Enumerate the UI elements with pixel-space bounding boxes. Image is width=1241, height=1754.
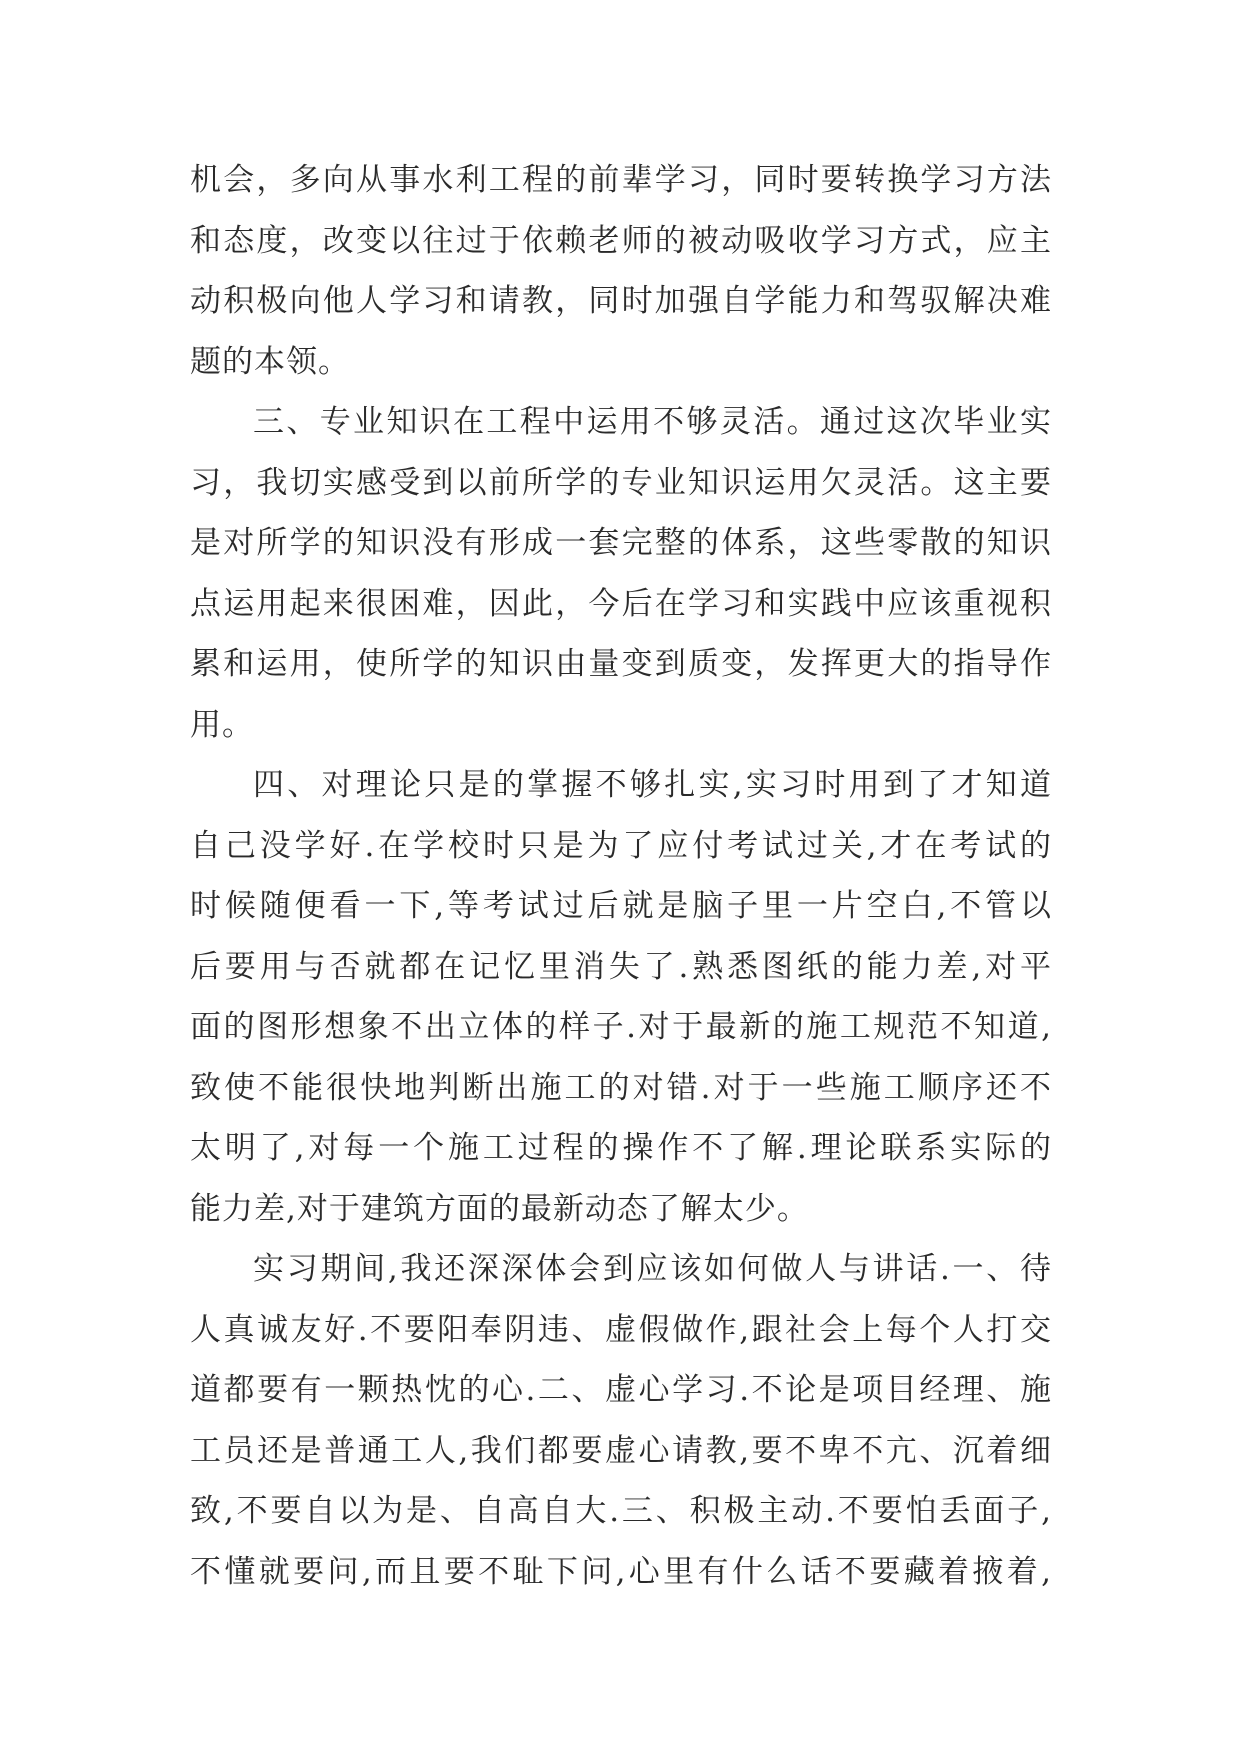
text-line: 道都要有一颗热忱的心.二、虚心学习.不论是项目经理、施	[190, 1372, 1052, 1408]
text-line: 自己没学好.在学校时只是为了应付考试过关,才在考试的	[190, 827, 1052, 864]
text-line: 习，我切实感受到以前所学的专业知识运用欠灵活。这主要	[190, 464, 1052, 501]
text-line: 能力差,对于建筑方面的最新动态了解太少。	[190, 1190, 809, 1227]
text-line: 机会，多向从事水利工程的前辈学习，同时要转换学习方法	[190, 162, 1052, 198]
text-line: 工员还是普通工人,我们都要虚心请教,要不卑不亢、沉着细	[190, 1432, 1052, 1469]
text-line: 人真诚友好.不要阳奉阴违、虚假做作,跟社会上每个人打交	[190, 1311, 1052, 1348]
text-line: 和态度，改变以往过于依赖老师的被动吸收学习方式，应主	[190, 222, 1052, 259]
text-line: 致使不能很快地判断出施工的对错.对于一些施工顺序还不	[190, 1069, 1052, 1106]
body-text	[190, 150, 1052, 1602]
text-line: 后要用与否就都在记忆里消失了.熟悉图纸的能力差,对平	[190, 948, 1052, 985]
text-line: 动积极向他人学习和请教，同时加强自学能力和驾驭解决难	[190, 283, 1052, 319]
text-line: 致,不要自以为是、自高自大.三、积极主动.不要怕丢面子,	[190, 1493, 1052, 1529]
text-line: 太明了,对每一个施工过程的操作不了解.理论联系实际的	[190, 1130, 1052, 1166]
text-line: 点运用起来很困难，因此，今后在学习和实践中应该重视积	[190, 585, 1052, 622]
text-line: 是对所学的知识没有形成一套完整的体系，这些零散的知识	[190, 525, 1052, 561]
paragraph-internship-start: 实习期间,我还深深体会到应该如何做人与讲话.一、待	[253, 1251, 1052, 1287]
text-line: 题的本领。	[190, 343, 350, 380]
text-line: 面的图形想象不出立体的样子.对于最新的施工规范不知道,	[190, 1009, 1052, 1045]
text-line: 不懂就要问,而且要不耻下问,心里有什么话不要藏着掖着,	[190, 1553, 1052, 1590]
paragraph-three-start: 三、专业知识在工程中运用不够灵活。通过这次毕业实	[253, 404, 1052, 440]
text-line: 累和运用，使所学的知识由量变到质变，发挥更大的指导作	[190, 646, 1052, 682]
text-line: 时候随便看一下,等考试过后就是脑子里一片空白,不管以	[190, 888, 1052, 924]
paragraph-four-start: 四、对理论只是的掌握不够扎实,实习时用到了才知道	[253, 767, 1052, 803]
text-line: 用。	[190, 706, 254, 743]
